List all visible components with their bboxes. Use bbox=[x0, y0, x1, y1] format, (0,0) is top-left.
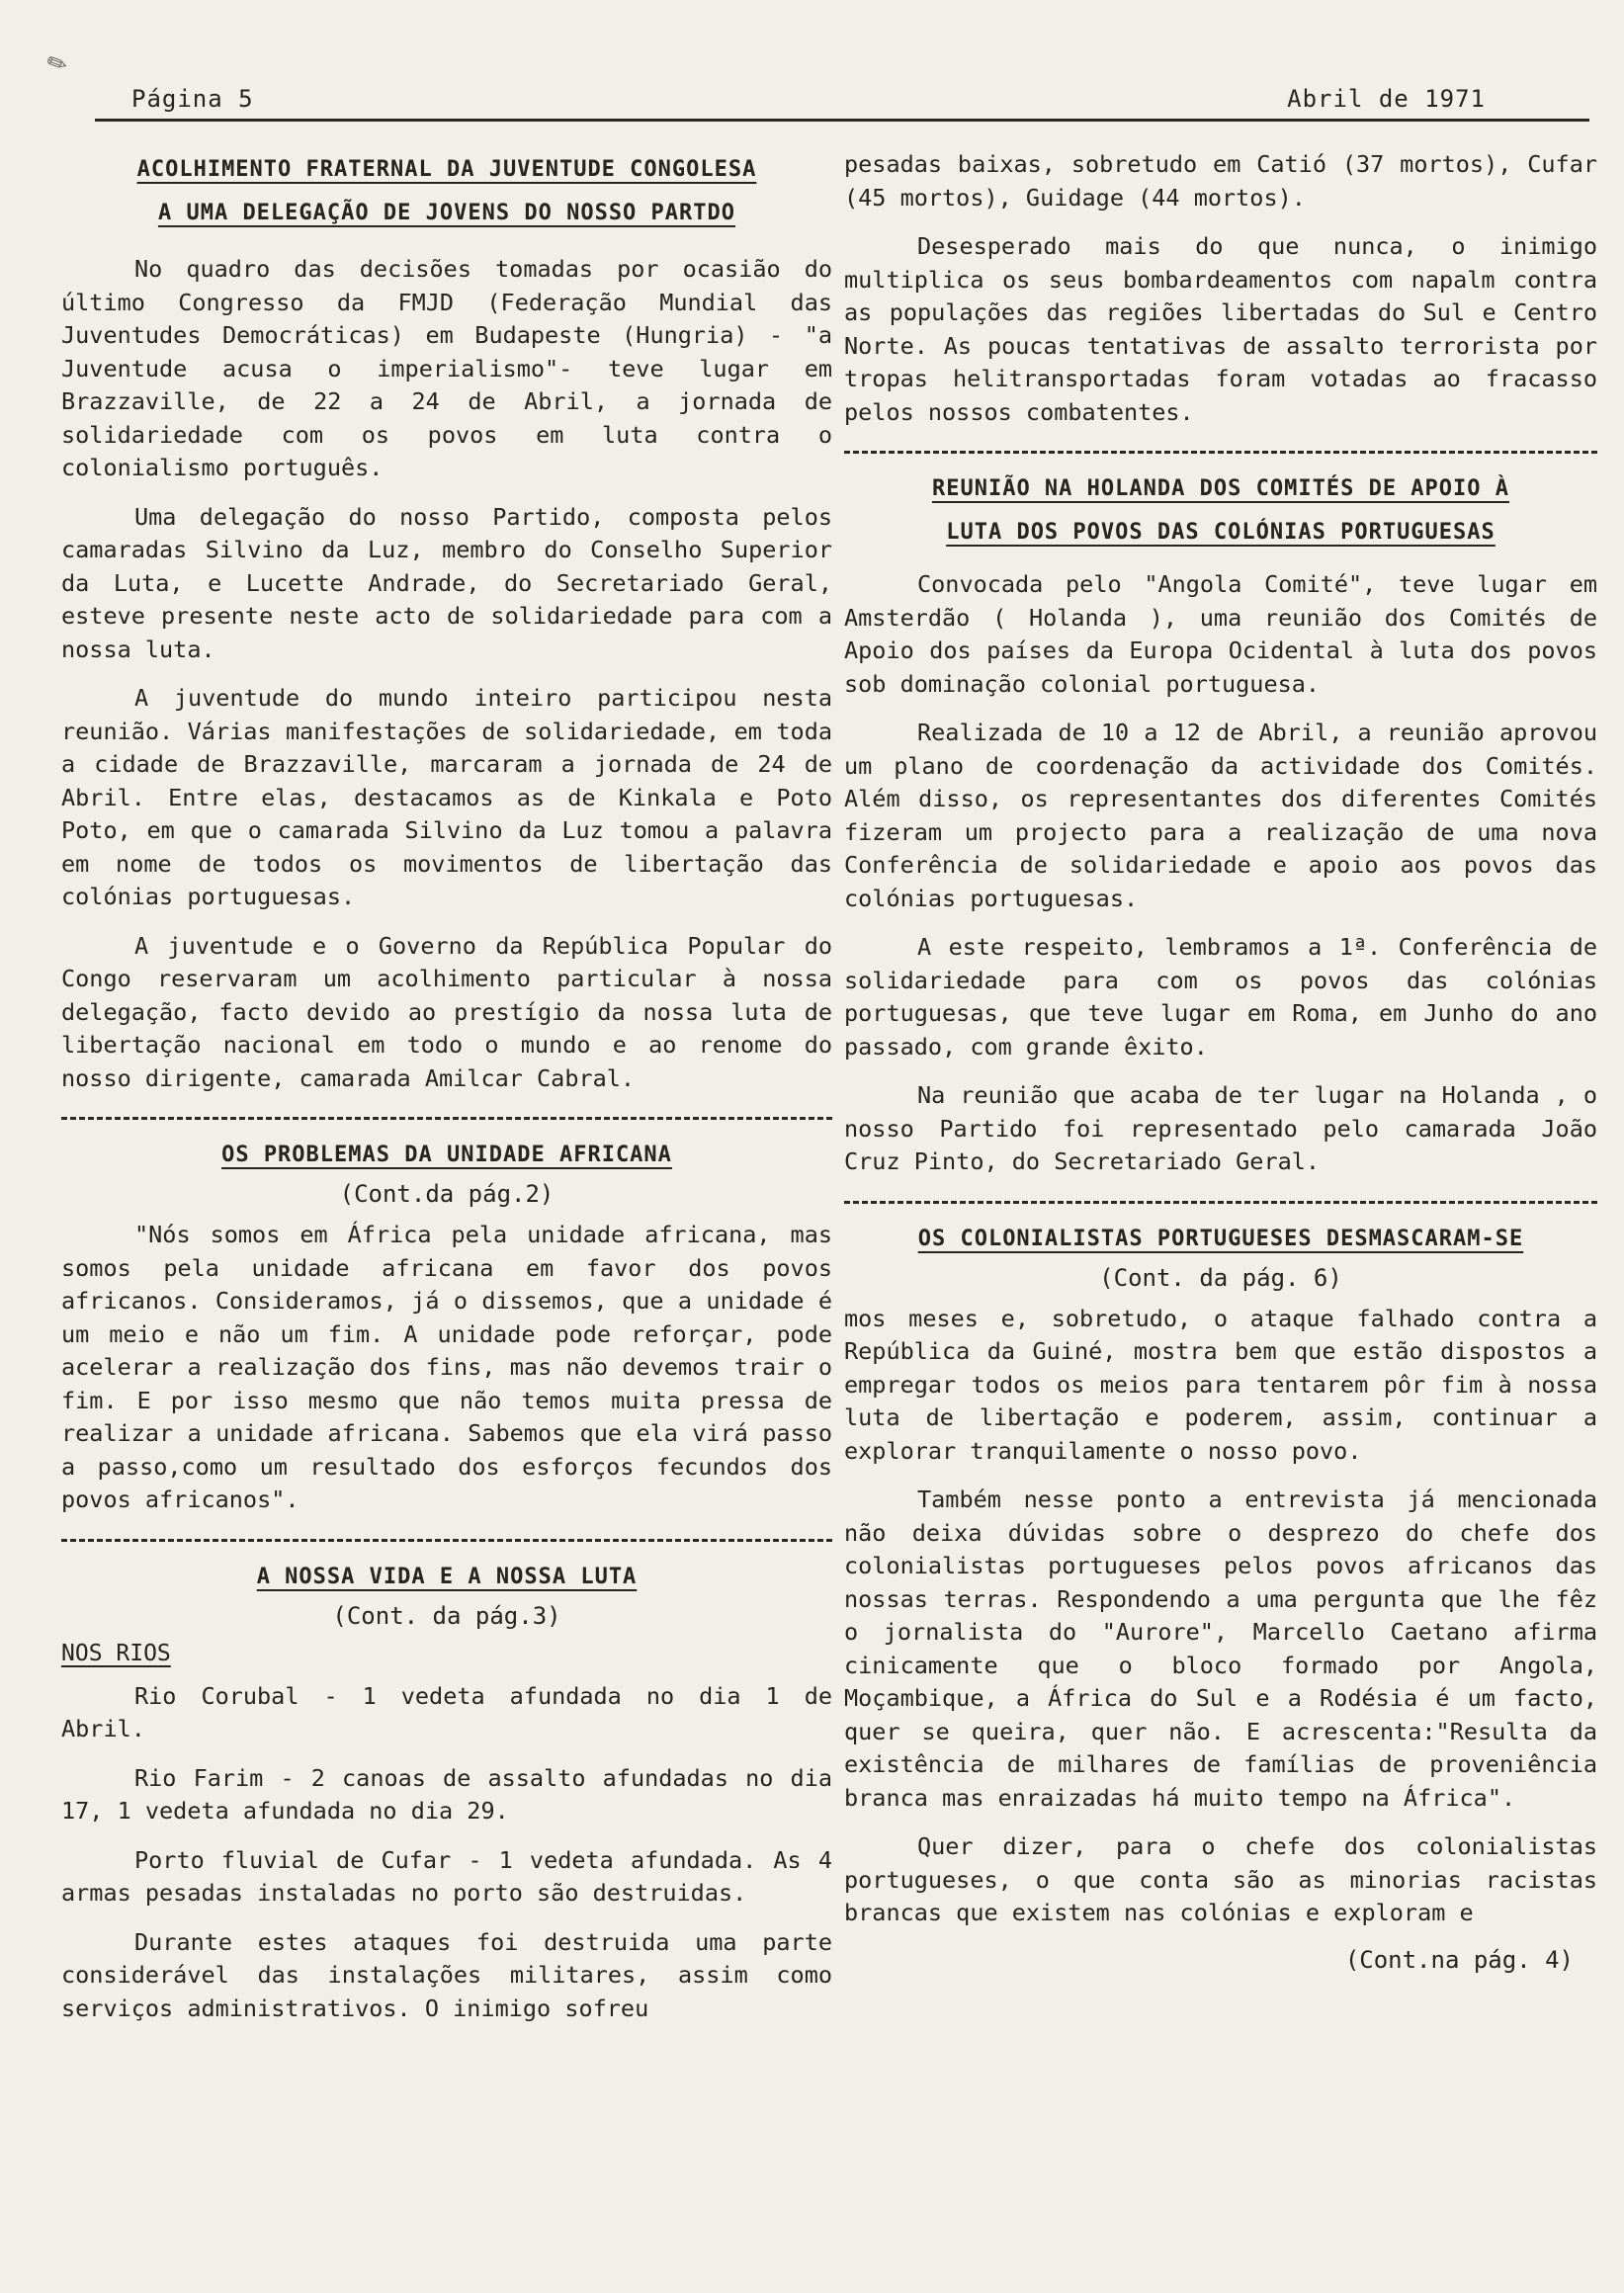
header-rule bbox=[95, 119, 1589, 122]
paragraph: Também nesse ponto a entrevista já mencionada não deixa dúvidas sobre o desprezo do chefe dos colonialistas portugueses pelos povos africanos das nossas terras. Respondendo a uma pergunta que lhe fêz o jornalista do "Aurore", Marcello Caetano afirma cinicamente que o bloco formado por Angola, Moçambique, a África do Sul e a Rodésia é um facto, quer se queira, quer não. E acrescenta:"Resulta da existência de milhares de famílias de proveniência branca mas enraizadas há muito tempo na África". bbox=[844, 1486, 1597, 1812]
issue-date: Abril de 1971 bbox=[1287, 85, 1486, 113]
paragraph: Uma delegação do nosso Partido, composta pelos camaradas Silvino da Luz, membro do Conselho Superior da Luta, e Lucette Andrade, do Secretariado Geral, esteve presente neste acto de solidariedade para com a nossa luta. bbox=[61, 502, 832, 663]
paragraph: pesadas baixas, sobretudo em Catió (37 mortos), Cufar (45 mortos), Guidage (44 mortos). bbox=[844, 150, 1597, 212]
paragraph: Desesperado mais do que nunca, o inimigo multiplica os seus bombardeamentos com napalm contra as populações das regiões libertadas do Sul e Centro Norte. As poucas tentativas de assalto terrorista por tropas helitransportadas foram votadas ao fracasso pelos nossos combatentes. bbox=[844, 232, 1597, 426]
article-title: OS PROBLEMAS DA UNIDADE AFRICANA bbox=[221, 1143, 672, 1167]
article-title: A UMA DELEGAÇÃO DE JOVENS DO NOSSO PARTDO bbox=[157, 201, 736, 225]
article-title: LUTA DOS POVOS DAS COLÓNIAS PORTUGUESAS bbox=[946, 520, 1496, 545]
paragraph: Rio Farim - 2 canoas de assalto afundadas no dia 17, 1 vedeta afundada no dia 29. bbox=[61, 1763, 832, 1825]
article-african-unity bbox=[61, 1134, 832, 1517]
article-continuation-struggle bbox=[844, 148, 1597, 429]
left-column bbox=[61, 148, 832, 2041]
paragraph: Rio Corubal - 1 vedeta afundada no dia 1 de Abril. bbox=[61, 1681, 832, 1742]
ink-mark: ✎ bbox=[41, 42, 72, 83]
article-separator bbox=[61, 1117, 832, 1120]
paragraph: Durante estes ataques foi destruida uma parte considerável das instalações militares, assim como serviços administrativos. O inimigo sofreu bbox=[61, 1927, 832, 2022]
section-heading: NOS RIOS bbox=[61, 1640, 171, 1666]
paragraph: Porto fluvial de Cufar - 1 vedeta afundada. As 4 armas pesadas instaladas no porto são destruidas. bbox=[61, 1845, 832, 1907]
article-title: OS COLONIALISTAS PORTUGUESES DESMASCARAM-SE bbox=[917, 1226, 1524, 1251]
article-separator bbox=[61, 1539, 832, 1542]
paragraph: A juventude do mundo inteiro participou nesta reunião. Várias manifestações de solidariedade, em toda a cidade de Brazzaville, marcaram a jornada de 24 de Abril. Entre elas, destacamos as de Kinkala e Poto Poto, em que o camarada Silvino da Luz tomou a palavra em nome de todos os movimentos de libertação das colónias portuguesas. bbox=[61, 684, 832, 910]
article-our-life-our-struggle bbox=[61, 1556, 832, 2026]
paragraph: A este respeito, lembramos a 1ª. Conferência de solidariedade para com os povos das colónias portuguesas, que teve lugar em Roma, em Junho do ano passado, com grande êxito. bbox=[844, 933, 1597, 1061]
article-congolese-youth bbox=[61, 148, 832, 1095]
article-separator bbox=[844, 451, 1597, 454]
paragraph: A juventude e o Governo da República Popular do Congo reservaram um acolhimento particular à nossa delegação, facto devido ao prestígio da nossa luta de libertação nacional em todo o mundo e ao renome do nosso dirigente, camarada Amilcar Cabral. bbox=[61, 931, 832, 1092]
article-colonialists-unmasked bbox=[844, 1218, 1597, 1974]
paragraph: mos meses e, sobretudo, o ataque falhado contra a República da Guiné, mostra bem que estão dispostos a empregar todos os meios para tentarem pôr fim à nossa luta de libertação e poderem, assim, continuar a explorar tranquilamente o nosso povo. bbox=[844, 1304, 1597, 1465]
paragraph: Realizada de 10 a 12 de Abril, a reunião aprovou um plano de coordenação da actividade dos Comités. Além disso, os representantes dos diferentes Comités fizeram um projecto para a realização de uma nova Conferência de solidariedade e apoio aos povos das colónias portuguesas. bbox=[844, 719, 1597, 912]
article-title: A NOSSA VIDA E A NOSSA LUTA bbox=[256, 1564, 638, 1589]
paragraph: Quer dizer, para o chefe dos colonialistas portugueses, o que conta são as minorias racistas brancas que existem nas colónias e exploram e bbox=[844, 1832, 1597, 1926]
article-separator bbox=[844, 1201, 1597, 1204]
continued-on-note: (Cont.na pág. 4) bbox=[1344, 1945, 1574, 1974]
article-continuation-note: (Cont. da pág.3) bbox=[332, 1601, 561, 1630]
page-number: Página 5 bbox=[131, 85, 254, 113]
article-holland-committees bbox=[844, 467, 1597, 1179]
paragraph: No quadro das decisões tomadas por ocasião do último Congresso da FMJD (Federação Mundial das Juventudes Democráticas) em Budapeste (Hungria) - "a Juventude acusa o imperialismo"- teve lugar em Brazzaville, de 22 a 24 de Abril, a jornada de solidariedade com os povos em luta contra o colonialismo português. bbox=[61, 255, 832, 481]
paragraph: "Nós somos em África pela unidade africana, mas somos pela unidade africana em favor dos povos africanos. Consideramos, já o dissemos, que a unidade é um meio e não um fim. A unidade pode reforçar, pode acelerar a realização dos fins, mas não devemos trair o fim. E por isso mesmo que não temos muita pressa de realizar a unidade africana. Sabemos que ela virá passo a passo,como um resultado dos esforços fecundos dos povos africanos". bbox=[61, 1221, 832, 1513]
paragraph: Convocada pelo "Angola Comité", teve lugar em Amsterdão ( Holanda ), uma reunião dos Comités de Apoio dos países da Europa Ocidental à luta dos povos sob dominação colonial portuguesa. bbox=[844, 570, 1597, 698]
article-continuation-note: (Cont.da pág.2) bbox=[339, 1180, 555, 1208]
paragraph: Na reunião que acaba de ter lugar na Holanda , o nosso Partido foi representado pelo camarada João Cruz Pinto, do Secretariado Geral. bbox=[844, 1081, 1597, 1175]
article-title: REUNIÃO NA HOLANDA DOS COMITÉS DE APOIO À bbox=[931, 476, 1510, 501]
article-continuation-note: (Cont. da pág. 6) bbox=[1099, 1263, 1342, 1292]
article-title: ACOLHIMENTO FRATERNAL DA JUVENTUDE CONGOLESA bbox=[136, 157, 757, 182]
right-column bbox=[844, 148, 1597, 1974]
